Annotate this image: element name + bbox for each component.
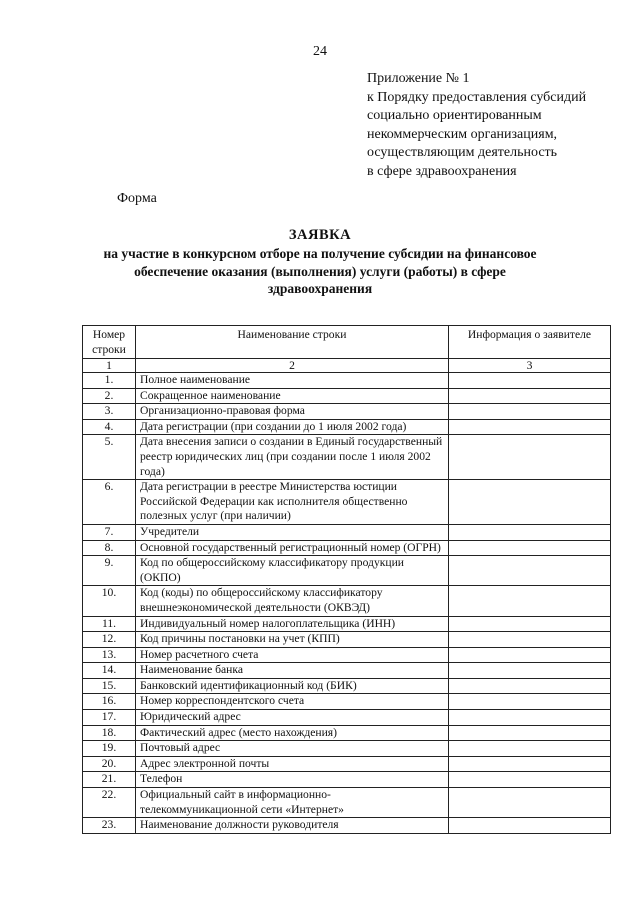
- table-row: [83, 756, 611, 772]
- row-name: Наименование должности руководителя: [136, 818, 449, 834]
- row-name: Наименование банка: [136, 663, 449, 679]
- table-row: [83, 586, 611, 616]
- row-number: 3.: [83, 404, 136, 420]
- row-info-field[interactable]: [449, 540, 611, 556]
- appendix-line: некоммерческим организациям,: [367, 126, 558, 142]
- table-row: [83, 694, 611, 710]
- row-number: 4.: [83, 419, 136, 435]
- table-row: [83, 388, 611, 404]
- row-name: Индивидуальный номер налогоплательщика (ИНН): [136, 616, 449, 632]
- row-info-field[interactable]: [449, 632, 611, 648]
- row-info-field[interactable]: [449, 788, 611, 818]
- row-name: Учредители: [136, 524, 449, 540]
- row-info-field[interactable]: [449, 678, 611, 694]
- table-row: [83, 678, 611, 694]
- row-info-field[interactable]: [449, 524, 611, 540]
- row-number: 21.: [83, 772, 136, 788]
- table-row: [83, 435, 611, 480]
- row-info-field[interactable]: [449, 725, 611, 741]
- row-number: 2.: [83, 388, 136, 404]
- row-number: 14.: [83, 663, 136, 679]
- row-name: Телефон: [136, 772, 449, 788]
- table-row: [83, 647, 611, 663]
- row-name: Дата внесения записи о создании в Единый государственный реестр юридических лиц (при создании после 1 июля 2002 года): [136, 435, 449, 480]
- table-row: [83, 419, 611, 435]
- row-info-field[interactable]: [449, 756, 611, 772]
- index-cell: 3: [449, 359, 611, 373]
- row-number: 15.: [83, 678, 136, 694]
- row-name: Номер расчетного счета: [136, 647, 449, 663]
- row-info-field[interactable]: [449, 480, 611, 525]
- row-number: 13.: [83, 647, 136, 663]
- appendix-line: в сфере здравоохранения: [367, 163, 517, 179]
- table-row: [83, 788, 611, 818]
- row-info-field[interactable]: [449, 741, 611, 757]
- page-number: 24: [313, 44, 327, 59]
- row-info-field[interactable]: [449, 694, 611, 710]
- table-row: [83, 480, 611, 525]
- row-name: Код по общероссийскому классификатору продукции (ОКПО): [136, 556, 449, 586]
- row-info-field[interactable]: [449, 556, 611, 586]
- table-row: [83, 556, 611, 586]
- index-cell: 2: [136, 359, 449, 373]
- row-number: 8.: [83, 540, 136, 556]
- row-info-field[interactable]: [449, 373, 611, 389]
- header-name: Наименование строки: [136, 326, 449, 359]
- row-name: Код (коды) по общероссийскому классификатору внешнеэкономической деятельности (ОКВЭД): [136, 586, 449, 616]
- row-info-field[interactable]: [449, 663, 611, 679]
- table-header-row: [83, 326, 611, 359]
- table-row: [83, 725, 611, 741]
- row-number: 17.: [83, 710, 136, 726]
- row-number: 9.: [83, 556, 136, 586]
- index-cell: 1: [83, 359, 136, 373]
- row-info-field[interactable]: [449, 647, 611, 663]
- row-name: Банковский идентификационный код (БИК): [136, 678, 449, 694]
- document-title: ЗАЯВКА: [288, 227, 352, 243]
- row-name: Организационно-правовая форма: [136, 404, 449, 420]
- table-row: [83, 404, 611, 420]
- application-form-table: [82, 325, 611, 834]
- table-row: [83, 818, 611, 834]
- table-row: [83, 524, 611, 540]
- row-number: 6.: [83, 480, 136, 525]
- row-number: 23.: [83, 818, 136, 834]
- row-name: Сокращенное наименование: [136, 388, 449, 404]
- document-subtitle-line: здравоохранения: [267, 281, 373, 296]
- row-info-field[interactable]: [449, 772, 611, 788]
- row-name: Полное наименование: [136, 373, 449, 389]
- appendix-line: к Порядку предоставления субсидий: [367, 89, 587, 105]
- row-info-field[interactable]: [449, 818, 611, 834]
- row-info-field[interactable]: [449, 616, 611, 632]
- table-body: [83, 373, 611, 834]
- table-row: [83, 632, 611, 648]
- header-number: Номер строки: [83, 326, 136, 359]
- row-name: Почтовый адрес: [136, 741, 449, 757]
- row-number: 20.: [83, 756, 136, 772]
- row-info-field[interactable]: [449, 388, 611, 404]
- row-number: 11.: [83, 616, 136, 632]
- appendix-line: осуществляющим деятельность: [367, 145, 558, 160]
- table-row: [83, 710, 611, 726]
- row-name: Дата регистрации в реестре Министерства юстиции Российской Федерации как исполнителя общественно полезных услуг (при наличии): [136, 480, 449, 525]
- header-info: Информация о заявителе: [449, 326, 611, 359]
- document-title-block: [0, 226, 640, 298]
- row-name: Код причины постановки на учет (КПП): [136, 632, 449, 648]
- form-label: Форма: [117, 191, 157, 206]
- row-number: 18.: [83, 725, 136, 741]
- appendix-line: социально ориентированным: [367, 108, 542, 123]
- row-info-field[interactable]: [449, 586, 611, 616]
- row-number: 1.: [83, 373, 136, 389]
- row-number: 12.: [83, 632, 136, 648]
- table-row: [83, 616, 611, 632]
- row-info-field[interactable]: [449, 404, 611, 420]
- table-row: [83, 373, 611, 389]
- row-info-field[interactable]: [449, 419, 611, 435]
- table-row: [83, 741, 611, 757]
- row-number: 7.: [83, 524, 136, 540]
- table-row: [83, 772, 611, 788]
- row-name: Основной государственный регистрационный номер (ОГРН): [136, 540, 449, 556]
- row-info-field[interactable]: [449, 710, 611, 726]
- row-name: Адрес электронной почты: [136, 756, 449, 772]
- row-number: 5.: [83, 435, 136, 480]
- row-name: Дата регистрации (при создании до 1 июля 2002 года): [136, 419, 449, 435]
- row-info-field[interactable]: [449, 435, 611, 480]
- row-number: 16.: [83, 694, 136, 710]
- appendix-line: Приложение № 1: [367, 71, 470, 86]
- row-name: Официальный сайт в информационно-телекоммуникационной сети «Интернет»: [136, 788, 449, 818]
- table-row: [83, 540, 611, 556]
- appendix-note: [367, 70, 586, 181]
- table-index-row: [83, 359, 611, 373]
- table-row: [83, 663, 611, 679]
- row-number: 19.: [83, 741, 136, 757]
- document-subtitle-line: обеспечение оказания (выполнения) услуги (работы) в сфере: [134, 263, 506, 279]
- row-number: 10.: [83, 586, 136, 616]
- document-subtitle-line: на участие в конкурсном отборе на получение субсидии на финансовое: [103, 246, 537, 261]
- row-number: 22.: [83, 788, 136, 818]
- row-name: Номер корреспондентского счета: [136, 694, 449, 710]
- row-name: Фактический адрес (место нахождения): [136, 725, 449, 741]
- row-name: Юридический адрес: [136, 710, 449, 726]
